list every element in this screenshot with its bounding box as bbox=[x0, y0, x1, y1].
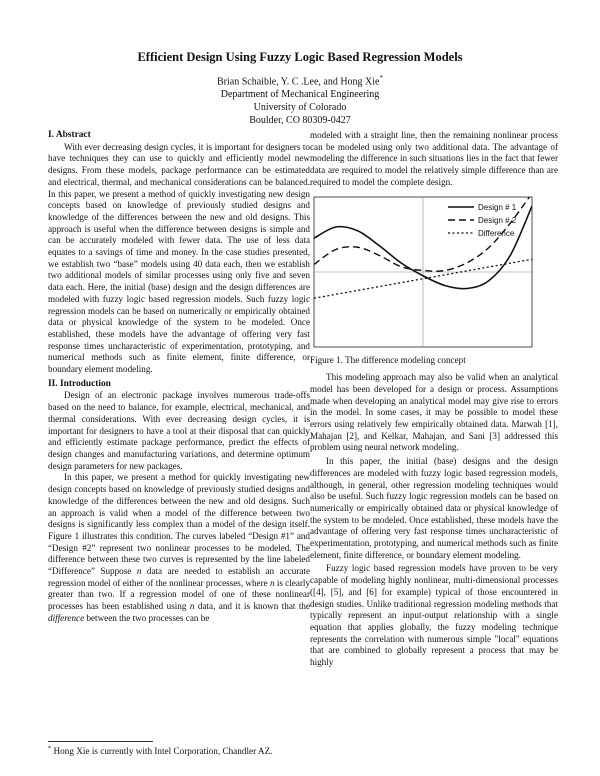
abstract-heading: I. Abstract bbox=[48, 130, 91, 140]
intro-paragraph-1: Design of an electronic package involves numerous trade-offs based on the need to balance, for example, electrical, mechanical, and thermal considerations. With ever decreasing design cycles, it is important for designers to have a tool at their disposal that can quickly and efficiently estimate package performance, predict the effects of design changes and manufacturing variations, and determine optimum design parameters for new packages. bbox=[48, 390, 310, 471]
figure-caption: Figure 1. The difference modeling concept bbox=[310, 354, 466, 365]
footnote: * Hong Xie is currently with Intel Corporation, Chandler AZ. bbox=[48, 745, 273, 757]
paper-title: Efficient Design Using Fuzzy Logic Based Regression Models bbox=[137, 50, 463, 64]
author-names: Brian Schaible, Y. C .Lee, and Hong Xie* bbox=[217, 74, 383, 88]
left-column bbox=[48, 130, 310, 625]
introduction-heading: II. Introduction bbox=[48, 378, 111, 389]
right-paragraph-1: modeled with a straight line, then the remaining nonlinear process can be modeled using only two additional data. The advantage of modeling the difference in such situations lies in the fact that fewer data are required to model the relatively simple difference than are required to model the complete design. bbox=[310, 130, 558, 187]
author-footnote-mark: * bbox=[379, 74, 383, 82]
footnote-divider bbox=[48, 741, 153, 742]
abstract-text: With ever decreasing design cycles, it is important for designers to have techniques they can use to quickly and efficiently model new designs. From these models, package performance can be estimated and electrical, thermal, and mechanical considerations can be balanced. In this paper, we present a method of quickly investigating new design concepts based on knowledge of previously studied designs and knowledge of the differences between the new and old designs. This approach is useful when the difference between designs is simple and can be accurately modeled with fewer data. The use of less data equates to a savings of time and money. In the case studies presented, we establish two “base” models using 40 data each, then we establish two additional models of similar processes using only five and seven data each. Here, the initial (base) design and the design differences are modeled with fuzzy logic based regression models. Such fuzzy logic regression models can be based on numerically or empirically obtained data or physical knowledge of the system to be modeled. Once established, these models have the advantage of offering very fast response times uncharacteristic of experimentation, prototyping, and numerical methods such as finite element, finite difference, or boundary element modeling. bbox=[48, 141, 310, 375]
legend-label: Difference bbox=[478, 228, 515, 238]
department: Department of Mechanical Engineering bbox=[220, 89, 380, 101]
right-paragraph-3: In this paper, the initial (base) designs and the design differences are modeled with fuzzy logic based regression models, although, in general, other regression modeling techniques would also be useful. Such fuzzy logic regression models can be based on numerically or empirically obtained data or physical knowledge of the system to be modeled. Once established, these models have the advantage of offering very fast response times uncharacteristic of experimentation, prototyping, and numerical methods such as finite element, finite difference, or boundary element modeling. bbox=[310, 456, 558, 560]
right-column bbox=[310, 130, 558, 669]
author-block bbox=[0, 72, 600, 127]
intro-paragraph-2: In this paper, we present a method for quickly investigating new design concepts based on knowledge of previously studied designs and knowledge of the differences between the new and old designs. Such an approach is valid when a model of the difference between two designs is significantly less complex than a model of the design itself. Figure 1 illustrates this condition. The curves labeled “Design #1” and “Design #2” represent two nonlinear processes to be modeled. The difference between these two curves is represented by the line labeled “Difference” Suppose n data are needed to establish an accurate regression model of either of the nonlinear processes, where n is clearly greater than two. If a regression model of one of these nonlinear processes has been established using n data, and it is known that the difference between the two processes can be bbox=[48, 472, 311, 623]
legend-label: Design # 1 bbox=[478, 202, 517, 212]
university: University of Colorado bbox=[253, 102, 347, 114]
address: Boulder, CO 80309-0427 bbox=[249, 115, 351, 127]
right-paragraph-4: Fuzzy logic based regression models have proven to be very capable of modeling highly nonlinear, multi-dimensional processes ([4], [5], and [6] for example) typical of those encountered in design studies. Unlike traditional regression modeling methods that typically represent an input-output relationship with a single equation that applies globally, the fuzzy modeling technique represents the correlation with numerous simple "local" equations that are combined to globally represent a process that may be highly bbox=[310, 563, 558, 668]
right-paragraph-2: This modeling approach may also be valid when an analytical model has been developed for a design or process. Assumptions made when developing an analytical model may give rise to errors in the model. In some cases, it may be possible to model these errors using relatively few empirically obtained data. Marwah [1], Mahajan [2], and Kelkar, Mahajan, and Sani [3] addressed this problem using neural network modeling. bbox=[310, 372, 558, 453]
figure-1 bbox=[310, 193, 558, 353]
legend-label: Design # 2 bbox=[478, 215, 517, 225]
difference-chart bbox=[310, 193, 536, 353]
